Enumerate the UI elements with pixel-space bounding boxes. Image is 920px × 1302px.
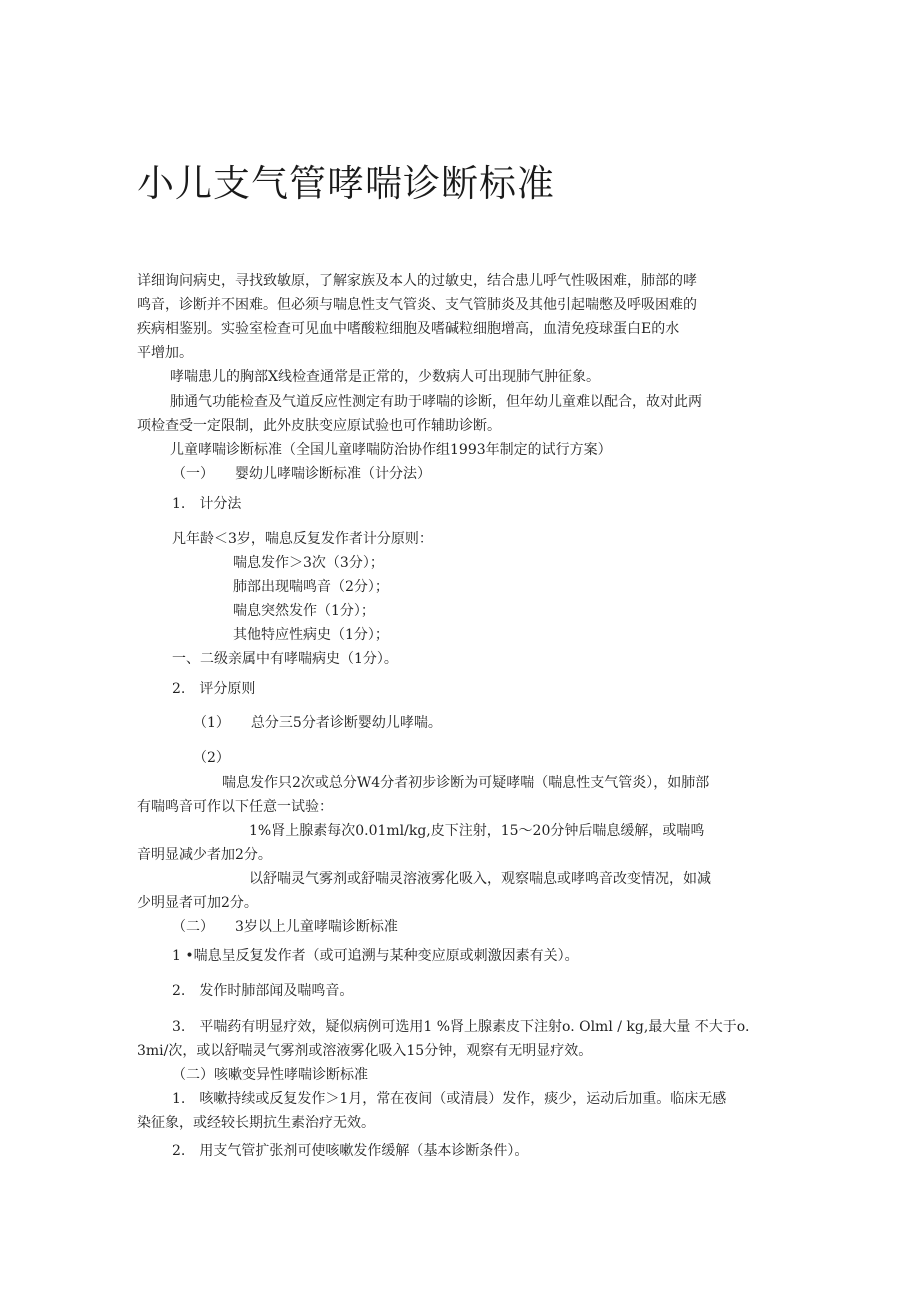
list-item: （2） <box>193 750 230 766</box>
list-item: 一、二级亲属中有哮喘病史（1分）。 <box>172 651 398 667</box>
list-item: 喘息发作＞3次（3分）； <box>233 555 384 571</box>
section-heading: （一） 婴幼儿哮喘诊断标准（计分法） <box>172 466 431 482</box>
text-line: 哮喘患儿的胸部X线检查通常是正常的，少数病人可出现肺气肿征象。 <box>170 369 600 385</box>
list-item: 其他特应性病史（1分）； <box>233 627 389 643</box>
text-line: 凡年龄＜3岁，喘息反复发作者计分原则： <box>172 531 433 547</box>
text-line: 少明显者可加2分。 <box>137 895 258 911</box>
text-line: 肺通气功能检查及气道反应性测定有助于哮喘的诊断，但年幼儿童难以配合，故对此两 <box>170 394 702 410</box>
list-item: 喘息突然发作（1分）； <box>233 603 375 619</box>
section-heading: （二）咳嗽变异性哮喘诊断标准 <box>172 1067 368 1083</box>
text-line: 有喘鸣音可作以下任意一试验： <box>137 799 333 815</box>
text-line: 1%肾上腺素每次0.01ml/kg,皮下注射，15～20分钟后喘息缓解，或喘鸣 <box>249 823 705 839</box>
text-line: 详细询问病史，寻找致敏原，了解家族及本人的过敏史，结合患儿呼气性吸困难，肺部的哮 <box>137 273 697 289</box>
list-item: 2. 用支气管扩张剂可使咳嗽发作缓解（基本诊断条件）。 <box>172 1143 529 1159</box>
text-line: 疾病相鉴别。实验室检查可见血中嗜酸粒细胞及嗜碱粒细胞增高，血清免疫球蛋白E的水 <box>137 321 680 337</box>
section-heading: （二） 3岁以上儿童哮喘诊断标准 <box>172 919 398 935</box>
list-item: 1 •喘息呈反复发作者（或可追溯与某种变应原或刺激因素有关）。 <box>172 948 579 964</box>
list-item: 2. 发作时肺部闻及喘鸣音。 <box>172 983 354 999</box>
list-item: 2. 评分原则 <box>172 681 256 697</box>
text-line: 儿童哮喘诊断标准（全国儿童哮喘防治协作组1993年制定的试行方案） <box>170 442 612 458</box>
text-line: 平增加。 <box>137 345 193 361</box>
list-item: 肺部出现喘鸣音（2分）； <box>233 579 389 595</box>
list-item: 1. 计分法 <box>172 496 242 512</box>
text-line: 染征象，或经较长期抗生素治疗无效。 <box>137 1115 375 1131</box>
text-line: 3mi/次，或以舒喘灵气雾剂或溶液雾化吸入15分钟，观察有无明显疗效。 <box>137 1043 593 1059</box>
list-item: 1. 咳嗽持续或反复发作＞1月，常在夜间（或清晨）发作，痰少，运动后加重。临床无感 <box>172 1091 727 1107</box>
text-line: 鸣音，诊断并不困难。但必须与喘息性支气管炎、支气管肺炎及其他引起喘憋及呼吸困难的 <box>137 297 697 313</box>
text-line: 项检查受一定限制，此外皮肤变应原试验也可作辅助诊断。 <box>137 418 501 434</box>
text-line: 以舒喘灵气雾剂或舒喘灵溶液雾化吸入，观察喘息或哮鸣音改变情况，如减 <box>249 871 711 887</box>
text-line: 喘息发作只2次或总分W4分者初步诊断为可疑哮喘（喘息性支气管炎），如肺部 <box>222 775 710 791</box>
text-line: 音明显减少者加2分。 <box>137 847 272 863</box>
page-title: 小儿支气管哮喘诊断标准 <box>137 161 555 205</box>
list-item: 3. 平喘药有明显疗效，疑似病例可选用1 %肾上腺素皮下注射o. Olml / kg,最大量 不大于o. <box>172 1019 750 1035</box>
list-item: （1） 总分三5分者诊断婴幼儿哮喘。 <box>193 715 442 731</box>
